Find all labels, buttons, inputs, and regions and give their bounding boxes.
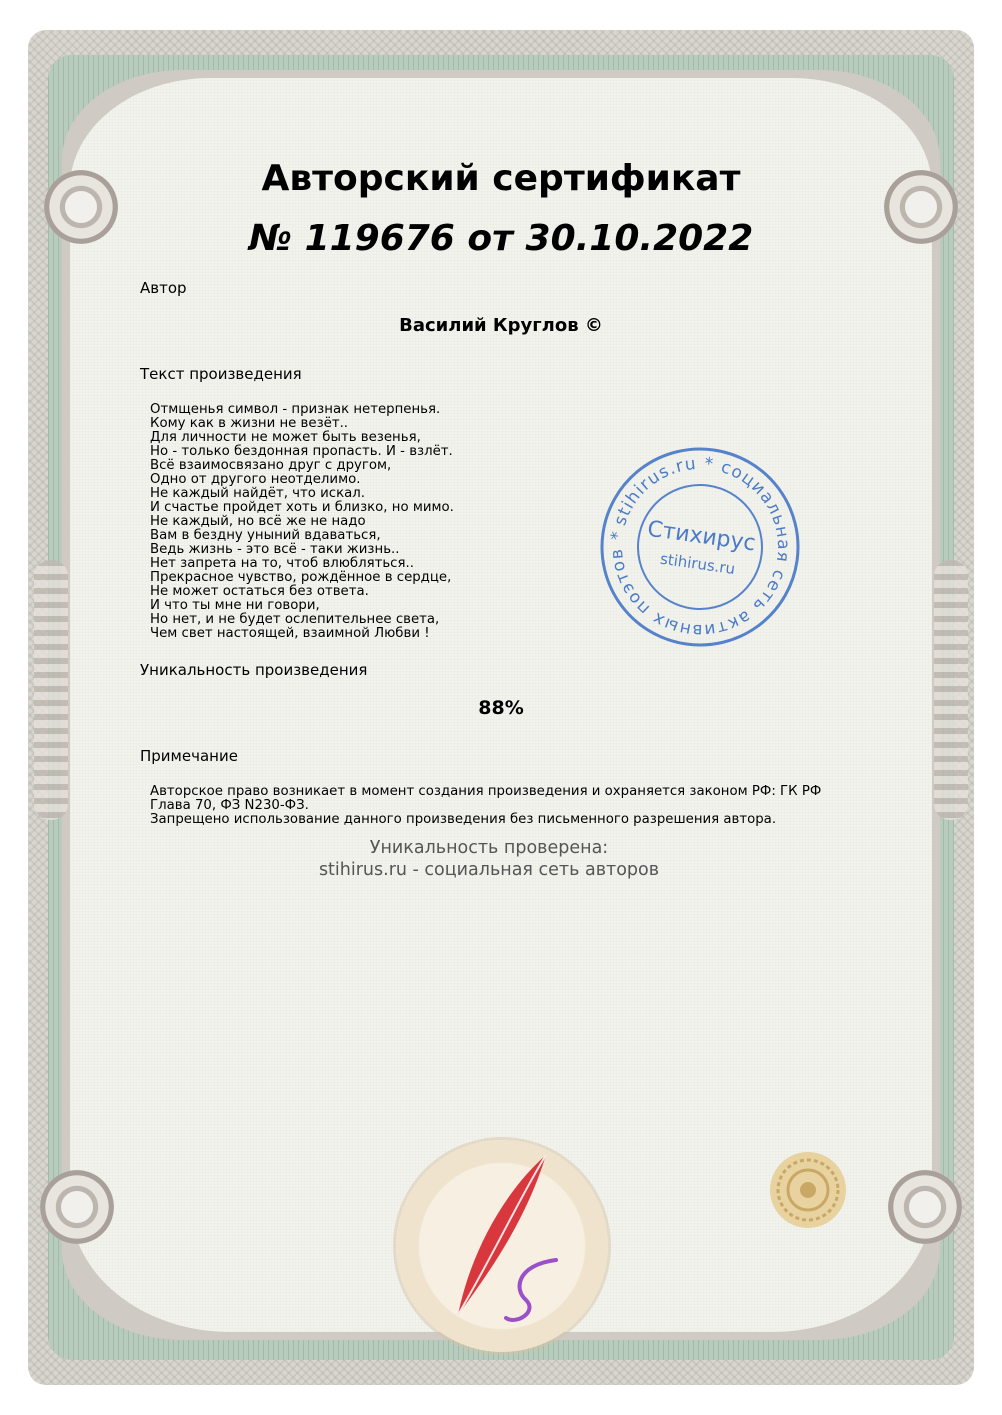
poem-line: Но - только бездонная пропасть. И - взлёт.: [150, 444, 453, 459]
poem-line: Отмщенья символ - признак нетерпенья.: [150, 402, 441, 417]
note-line: Запрещено использование данного произведения без письменного разрешения автора.: [150, 812, 777, 827]
stamp-center-title: Стихирус: [645, 516, 758, 557]
poem-line: И что ты мне ни говори,: [150, 598, 320, 613]
poem-line: Не каждый найдёт, что искал.: [150, 486, 366, 501]
certificate-number: № 119676 от 30.10.2022: [248, 218, 754, 259]
poem-line: Но нет, и не будет ослепительнее света,: [150, 612, 440, 627]
work-text-label: Текст произведения: [140, 365, 302, 383]
poem-line: Не может остаться без ответа.: [150, 584, 369, 599]
quill-seal: [396, 1140, 608, 1352]
verification-line: stihirus.ru - социальная сеть авторов: [318, 860, 660, 880]
certificate-title: Авторский сертификат: [261, 158, 741, 199]
note-line: Авторское право возникает в момент создания произведения и охраняется законом РФ: ГК РФ Глава 70, ФЗ N230-ФЗ.: [150, 784, 822, 813]
uniqueness-label: Уникальность произведения: [140, 661, 368, 679]
stamp-center-subtitle: stihirus.ru: [659, 549, 737, 578]
poem-line: Кому как в жизни не везёт..: [150, 416, 349, 431]
stamp-ring-text: stihirus.ru * социальная сеть активных поэтов *: [606, 453, 794, 641]
note-label: Примечание: [140, 747, 238, 765]
stihirus-stamp: [585, 432, 815, 662]
poem-line: Вам в бездну уныний вдаваться,: [150, 528, 381, 543]
poem-line: Ведь жизнь - это всё - таки жизнь..: [150, 542, 400, 557]
author-label: Автор: [140, 279, 187, 297]
poem-line: Одно от другого неотделимо.: [150, 472, 361, 487]
uniqueness-value: 88%: [478, 697, 524, 719]
gold-rosette-icon: [768, 1150, 848, 1230]
poem-line: Для личности не может быть везенья,: [150, 430, 421, 445]
verification-line: Уникальность проверена:: [369, 838, 609, 858]
note-text: [150, 785, 840, 827]
poem-line: Прекрасное чувство, рождённое в сердце,: [150, 570, 452, 585]
poem-line: Нет запрета на то, чтоб влюбляться..: [150, 556, 414, 571]
quill-icon: [396, 1140, 608, 1352]
poem-line: И счастье пройдет хоть и близко, но мимо.: [150, 500, 454, 515]
poem-line: Всё взаимосвязано друг с другом,: [150, 458, 392, 473]
poem-line: Чем свет настоящей, взаимной Любви !: [150, 626, 430, 641]
author-name: Василий Круглов ©: [399, 315, 603, 336]
verification-text: [0, 837, 978, 881]
poem-text: [150, 403, 590, 641]
poem-line: Не каждый, но всё же не надо: [150, 514, 366, 529]
